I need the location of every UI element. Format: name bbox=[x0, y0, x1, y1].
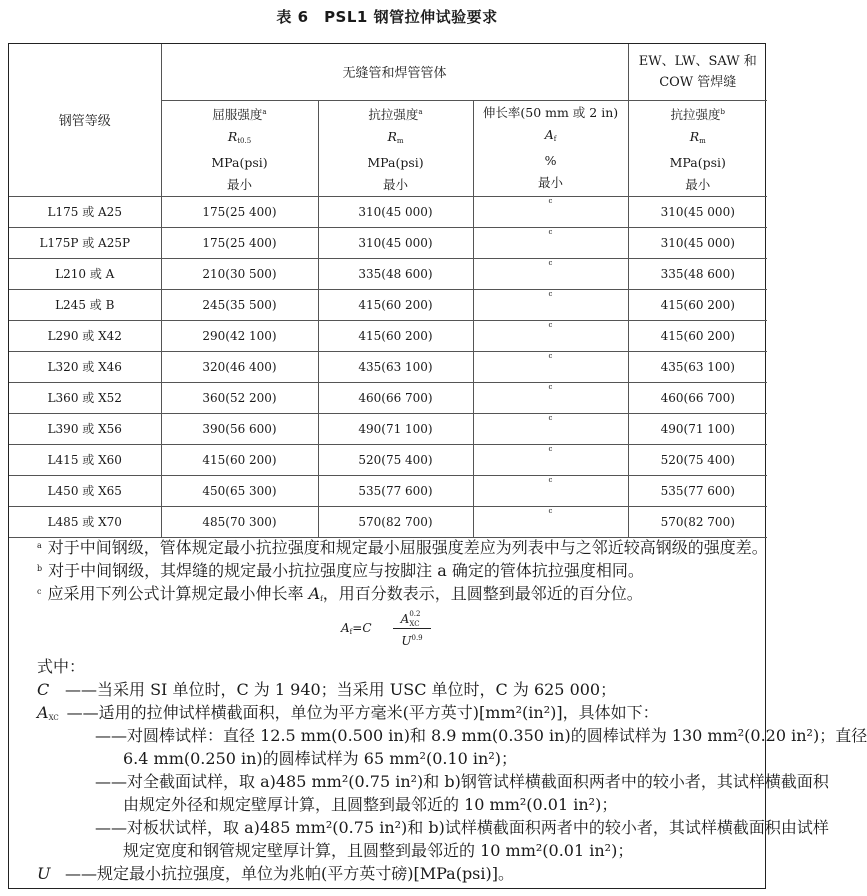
cell-elongation-note: c bbox=[473, 289, 628, 320]
cell-tensile: 570(82 700) bbox=[318, 506, 473, 537]
footnote-c-symbol: A bbox=[308, 584, 321, 603]
formula-num-sub: XC bbox=[409, 620, 420, 628]
where-Axc-text: ——适用的拉伸试样横截面积，单位为平方毫米(平方英寸)[mm²(in²)]，具体如下： bbox=[66, 703, 659, 722]
table-row bbox=[9, 320, 767, 351]
header-weld bbox=[628, 44, 767, 100]
cell-yield: 485(70 300) bbox=[161, 506, 318, 537]
table-row bbox=[9, 382, 767, 413]
where-Axc-symbol: A bbox=[37, 703, 49, 722]
tensile-unit: MPa(psi) bbox=[367, 154, 424, 170]
yield-symbol-sub: t0.5 bbox=[237, 136, 252, 145]
cell-yield: 175(25 400) bbox=[161, 227, 318, 258]
footnote-c-post: ，用百分数表示，且圆整到最邻近的百分位。 bbox=[322, 584, 643, 603]
table-row bbox=[9, 413, 767, 444]
strip-line2: 规定宽度和钢管规定壁厚计算，且圆整到最邻近的 10 mm²(0.01 in²)； bbox=[123, 841, 634, 860]
elong-symbol-sub: f bbox=[553, 135, 557, 143]
cell-elongation-note: c bbox=[473, 444, 628, 475]
where-label: 式中： bbox=[37, 657, 86, 676]
table-row bbox=[9, 196, 767, 227]
header-weld-line1: EW、LW、SAW 和 bbox=[638, 53, 757, 69]
yield-name: 屈服强度 bbox=[212, 106, 263, 122]
footnote-c-symbol-sub: f bbox=[320, 595, 323, 603]
where-Axc bbox=[37, 700, 659, 723]
where-C-text: ——当采用 SI 单位时，C 为 1 940；当采用 USC 单位时，C 为 625 000； bbox=[65, 680, 617, 699]
tensile-qual: 最小 bbox=[382, 176, 408, 192]
elong-symbol: A bbox=[544, 127, 554, 142]
header-grade: 钢管等级 bbox=[9, 44, 161, 196]
footnote-c-mark: c bbox=[37, 587, 42, 596]
cell-grade: L245 或 B bbox=[9, 289, 161, 320]
cell-elongation-note: c bbox=[473, 196, 628, 227]
cell-tensile: 535(77 600) bbox=[318, 475, 473, 506]
yield-unit: MPa(psi) bbox=[211, 154, 268, 170]
cell-weld: 310(45 000) bbox=[628, 196, 767, 227]
elong-qual: 最小 bbox=[538, 175, 564, 190]
yield-symbol: R bbox=[227, 128, 238, 144]
cell-tensile: 310(45 000) bbox=[318, 227, 473, 258]
cell-grade: L175 或 A25 bbox=[9, 196, 161, 227]
full-section-line1: ——对全截面试样，取 a)485 mm²(0.75 in²)和 b)钢管试样横截面积两者中的较小者，其试样横截面积 bbox=[95, 772, 829, 791]
cell-weld: 460(66 700) bbox=[628, 382, 767, 413]
tensile-symbol: R bbox=[387, 128, 397, 144]
yield-mark: a bbox=[262, 107, 267, 116]
footnote-a-text: 对于中间钢级，管体规定最小抗拉强度和规定最小屈服强度差应为列表中与之邻近较高钢级的强度差。 bbox=[47, 538, 768, 557]
round-bar-line1: ——对圆棒试样：直径 12.5 mm(0.500 in)和 8.9 mm(0.350 in)的圆棒试样为 130 mm²(0.20 in²)；直径 bbox=[95, 726, 867, 745]
cell-grade: L290 或 X42 bbox=[9, 320, 161, 351]
cell-tensile: 490(71 100) bbox=[318, 413, 473, 444]
cell-yield: 210(30 500) bbox=[161, 258, 318, 289]
strip-line1: ——对板状试样，取 a)485 mm²(0.75 in²)和 b)试样横截面积两者中的较小者，其试样横截面积由试样 bbox=[95, 818, 829, 837]
footnote-a bbox=[37, 535, 768, 558]
elong-unit: % bbox=[544, 153, 557, 168]
formula-lhs: A bbox=[341, 621, 350, 635]
cell-tensile: 415(60 200) bbox=[318, 289, 473, 320]
footnote-c bbox=[37, 581, 643, 604]
cell-tensile: 520(75 400) bbox=[318, 444, 473, 475]
formula-lhs-sub: f bbox=[349, 628, 353, 636]
tensile-mark: a bbox=[418, 107, 423, 116]
formula-num-sup: 0.2 bbox=[409, 610, 421, 618]
weld-tensile-qual: 最小 bbox=[685, 176, 711, 192]
cell-elongation-note: c bbox=[473, 475, 628, 506]
where-U-symbol: U bbox=[37, 864, 51, 883]
formula-den-sup: 0.9 bbox=[411, 634, 423, 642]
cell-weld: 570(82 700) bbox=[628, 506, 767, 537]
weld-tensile-mark: b bbox=[720, 107, 726, 116]
cell-weld: 435(63 100) bbox=[628, 351, 767, 382]
cell-grade: L210 或 A bbox=[9, 258, 161, 289]
table-frame bbox=[8, 43, 867, 889]
table-title: 表 6 PSL1 钢管拉伸试验要求 bbox=[276, 8, 498, 26]
cell-weld: 415(60 200) bbox=[628, 289, 767, 320]
table-row bbox=[9, 227, 767, 258]
cell-elongation-note: c bbox=[473, 506, 628, 537]
header-elongation bbox=[473, 100, 628, 196]
header-weld-tensile bbox=[628, 100, 767, 196]
footnote-b-text: 对于中间钢级，其焊缝的规定最小抗拉强度应与按脚注 a 确定的管体抗拉强度相同。 bbox=[48, 561, 644, 580]
full-section-line2: 由规定外径和规定壁厚计算，且圆整到最邻近的 10 mm²(0.01 in²)； bbox=[123, 795, 618, 814]
table-row bbox=[9, 444, 767, 475]
footnote-b bbox=[37, 558, 644, 581]
weld-tensile-symbol-sub: m bbox=[699, 136, 706, 145]
cell-elongation-note: c bbox=[473, 227, 628, 258]
cell-yield: 360(52 200) bbox=[161, 382, 318, 413]
cell-weld: 335(48 600) bbox=[628, 258, 767, 289]
cell-yield: 320(46 400) bbox=[161, 351, 318, 382]
formula-den: U bbox=[401, 634, 412, 648]
tensile-symbol-sub: m bbox=[396, 136, 404, 145]
where-C-symbol: C bbox=[37, 680, 50, 699]
header-pipe-body: 无缝管和焊管管体 bbox=[161, 44, 628, 100]
cell-elongation-note: c bbox=[473, 320, 628, 351]
table-row bbox=[9, 506, 767, 537]
cell-elongation-note: c bbox=[473, 351, 628, 382]
cell-weld: 415(60 200) bbox=[628, 320, 767, 351]
cell-elongation-note: c bbox=[473, 413, 628, 444]
elongation-formula bbox=[341, 611, 451, 651]
cell-weld: 535(77 600) bbox=[628, 475, 767, 506]
cell-yield: 450(65 300) bbox=[161, 475, 318, 506]
cell-elongation-note: c bbox=[473, 382, 628, 413]
cell-grade: L485 或 X70 bbox=[9, 506, 161, 537]
table-row bbox=[9, 351, 767, 382]
table-row bbox=[9, 258, 767, 289]
where-U-text: ——规定最小抗拉强度，单位为兆帕(平方英寸磅)[MPa(psi)]。 bbox=[65, 864, 514, 883]
formula-fraction bbox=[393, 611, 431, 649]
cell-elongation-note: c bbox=[473, 258, 628, 289]
round-bar-line2: 6.4 mm(0.250 in)的圆棒试样为 65 mm²(0.10 in²)； bbox=[123, 749, 517, 768]
cell-yield: 390(56 600) bbox=[161, 413, 318, 444]
cell-tensile: 335(48 600) bbox=[318, 258, 473, 289]
cell-tensile: 415(60 200) bbox=[318, 320, 473, 351]
weld-tensile-symbol: R bbox=[689, 128, 700, 144]
cell-yield: 245(35 500) bbox=[161, 289, 318, 320]
where-Axc-sub: XC bbox=[48, 714, 59, 722]
footnote-b-mark: b bbox=[37, 564, 43, 573]
cell-weld: 520(75 400) bbox=[628, 444, 767, 475]
footnote-a-mark: a bbox=[37, 541, 42, 550]
footnote-c-pre: 应采用下列公式计算规定最小伸长率 bbox=[47, 584, 309, 603]
cell-grade: L320 或 X46 bbox=[9, 351, 161, 382]
cell-weld: 490(71 100) bbox=[628, 413, 767, 444]
weld-tensile-unit: MPa(psi) bbox=[669, 154, 726, 170]
header-tensile bbox=[318, 100, 473, 196]
yield-qual: 最小 bbox=[226, 176, 252, 192]
where-U bbox=[37, 861, 514, 884]
tensile-requirements-table bbox=[9, 44, 767, 538]
cell-grade: L390 或 X56 bbox=[9, 413, 161, 444]
formula-num: A bbox=[400, 612, 410, 626]
cell-yield: 175(25 400) bbox=[161, 196, 318, 227]
where-C bbox=[37, 677, 616, 700]
weld-tensile-name: 抗拉强度 bbox=[670, 106, 721, 122]
elong-name: 伸长率(50 mm 或 2 in) bbox=[482, 105, 619, 120]
cell-grade: L415 或 X60 bbox=[9, 444, 161, 475]
cell-grade: L360 或 X52 bbox=[9, 382, 161, 413]
table-row bbox=[9, 289, 767, 320]
cell-yield: 415(60 200) bbox=[161, 444, 318, 475]
header-yield bbox=[161, 100, 318, 196]
table-row bbox=[9, 475, 767, 506]
cell-grade: L450 或 X65 bbox=[9, 475, 161, 506]
formula-eq: =C bbox=[352, 621, 372, 635]
cell-tensile: 460(66 700) bbox=[318, 382, 473, 413]
cell-yield: 290(42 100) bbox=[161, 320, 318, 351]
cell-grade: L175P 或 A25P bbox=[9, 227, 161, 258]
cell-tensile: 435(63 100) bbox=[318, 351, 473, 382]
cell-tensile: 310(45 000) bbox=[318, 196, 473, 227]
cell-weld: 310(45 000) bbox=[628, 227, 767, 258]
tensile-name: 抗拉强度 bbox=[368, 106, 419, 122]
header-weld-line2: COW 管焊缝 bbox=[659, 74, 737, 90]
